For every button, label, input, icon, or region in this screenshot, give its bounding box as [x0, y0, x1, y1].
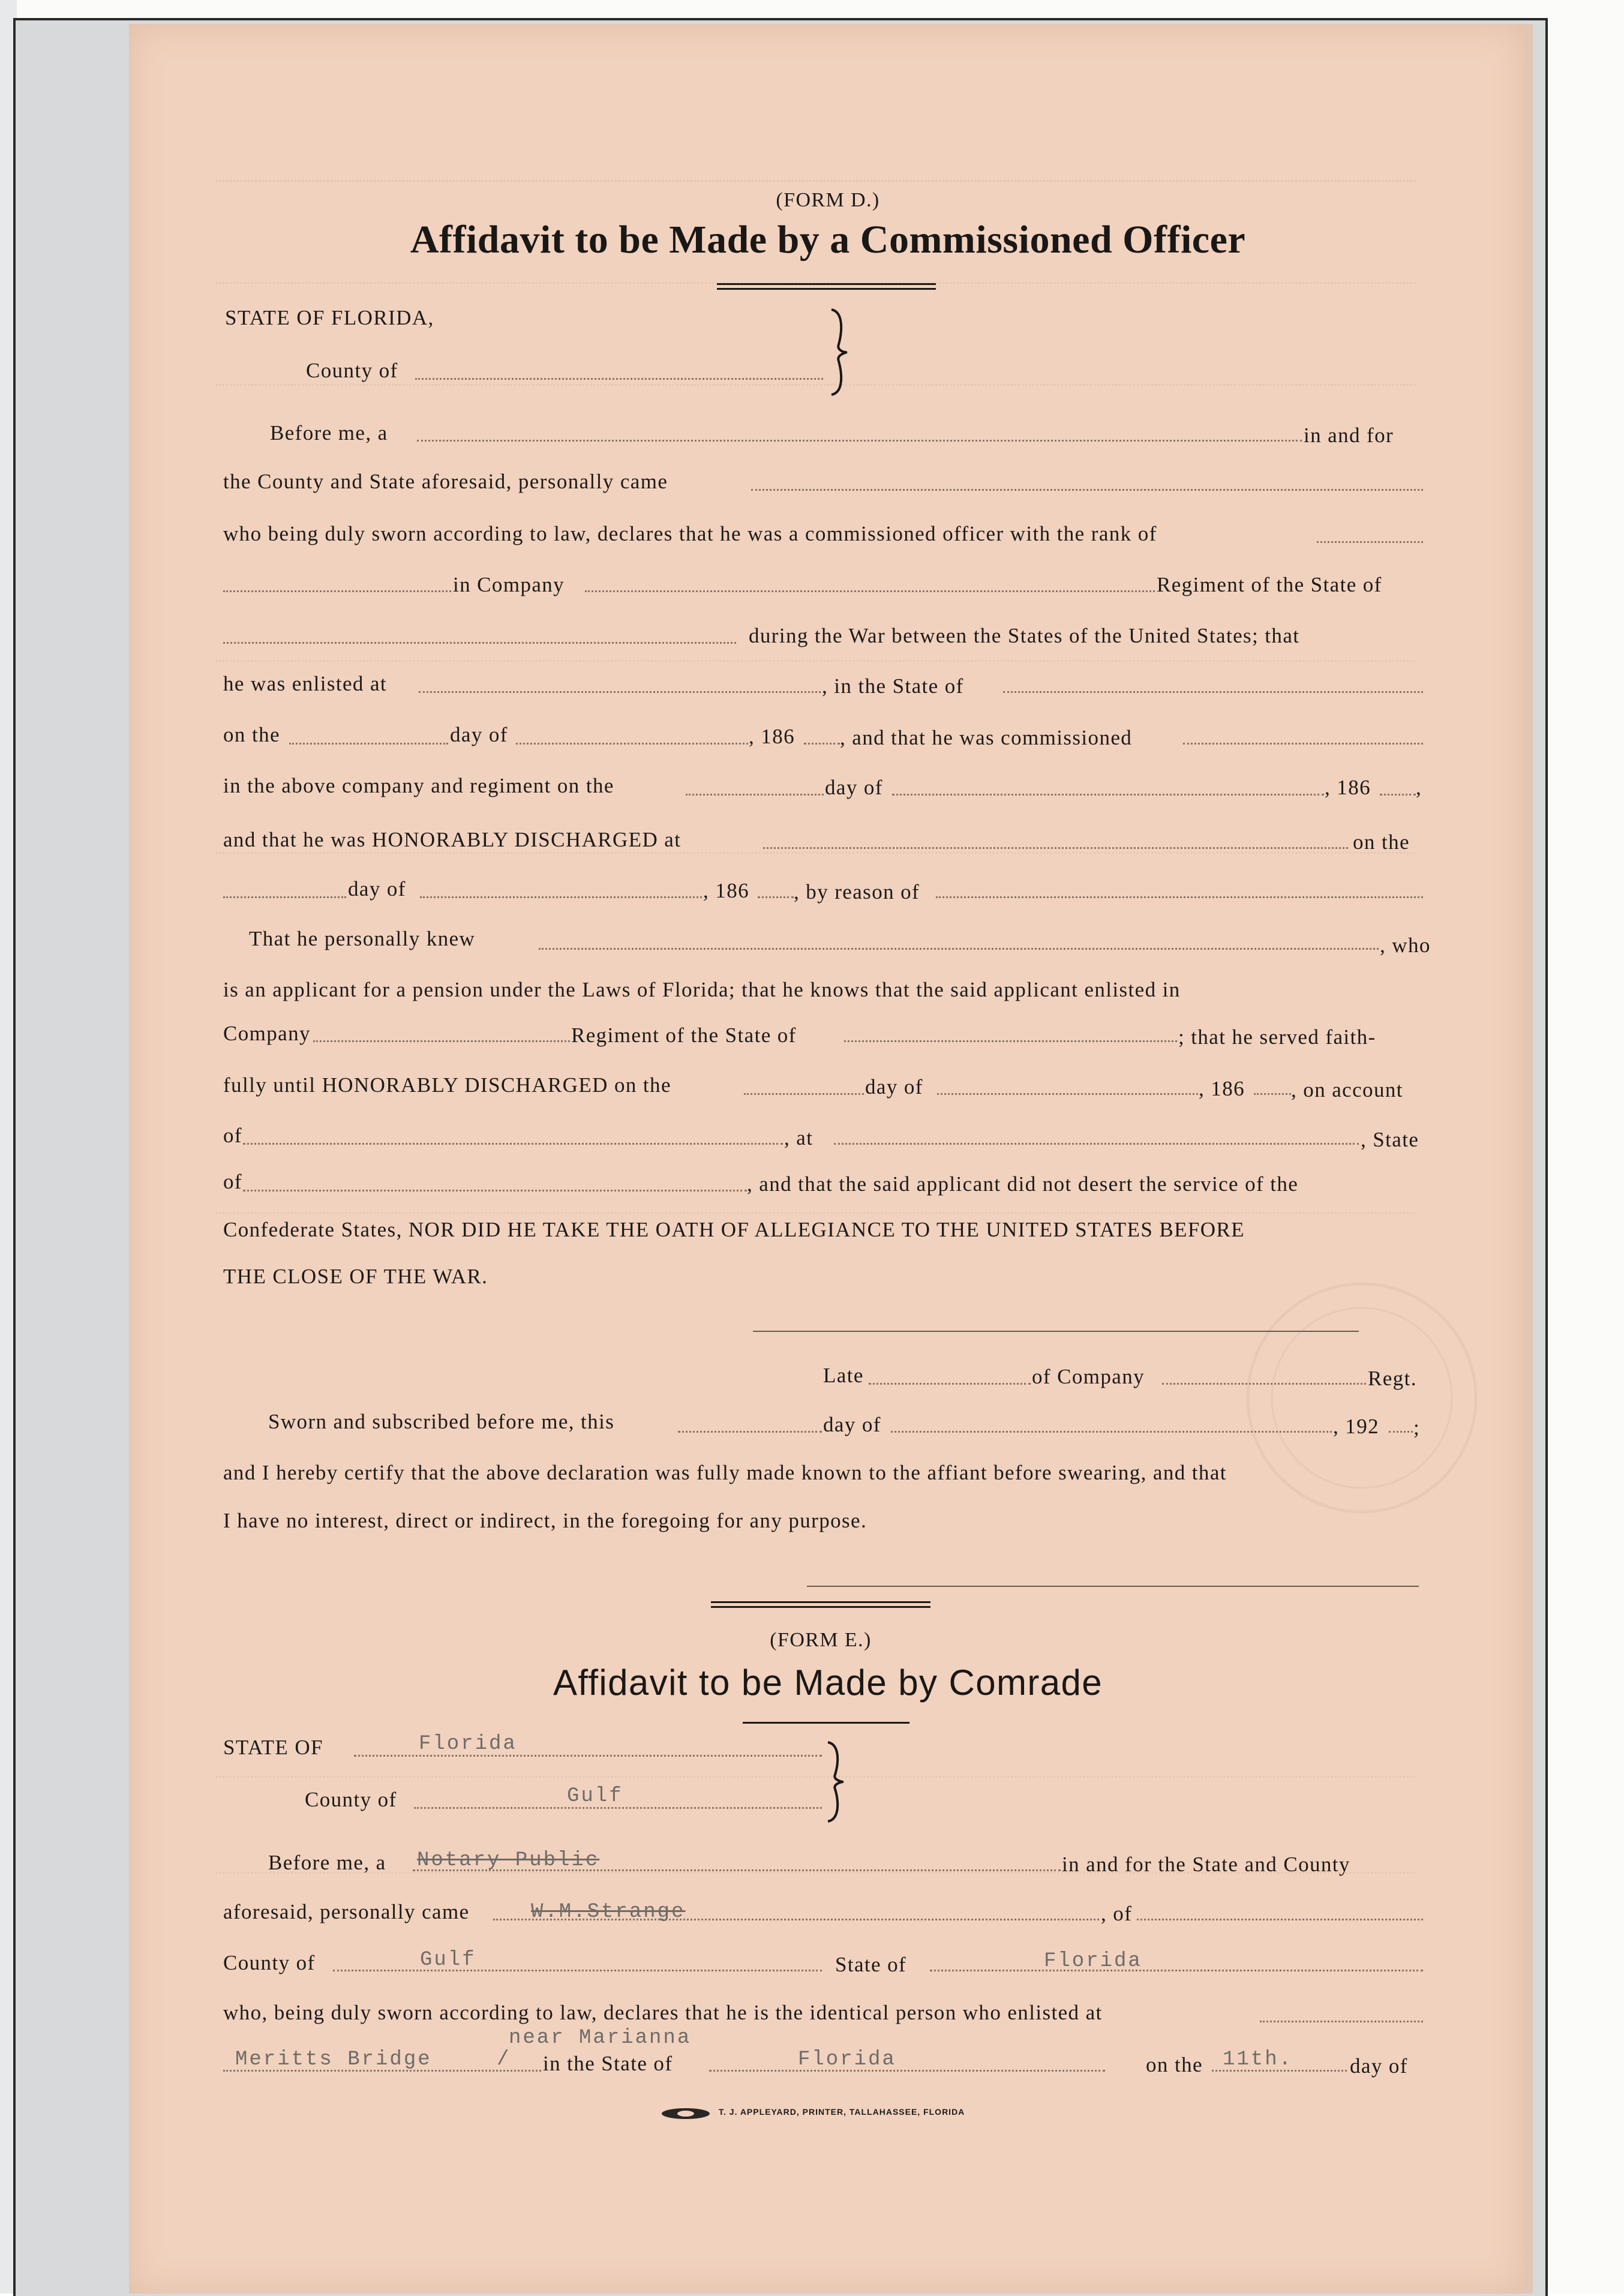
- year-blank: [1254, 1093, 1291, 1095]
- enlisted-state-blank: [1003, 691, 1423, 693]
- county-label: County of: [306, 359, 398, 382]
- state-of-label: STATE OF: [223, 1736, 323, 1759]
- place-blank: [834, 1143, 1359, 1145]
- regiment-state-label: Regiment of the State of: [1157, 573, 1382, 596]
- discharged-on-label: fully until HONORABLY DISCHARGED on the: [223, 1073, 671, 1097]
- section-double-rule: [711, 1601, 930, 1608]
- year-prefix: , 192: [1333, 1415, 1379, 1438]
- state-label: STATE OF FLORIDA,: [225, 306, 434, 329]
- applicant-line: is an applicant for a pension under the Laws of Florida; that he knows that the said applicant enlisted in: [223, 978, 1181, 1001]
- day-of-label: day of: [823, 1413, 881, 1436]
- bleed-through-line: [216, 660, 1416, 677]
- above-company-label: in the above company and regiment on the: [223, 774, 614, 797]
- day-of-label: day of: [450, 723, 508, 746]
- personally-came-label: aforesaid, personally came: [223, 1900, 470, 1923]
- commissioned-label: , and that he was commissioned: [840, 726, 1133, 749]
- close-of-war-line: THE CLOSE OF THE WAR.: [223, 1265, 488, 1288]
- by-reason-of-label: , by reason of: [794, 880, 920, 904]
- late-label: Late: [823, 1364, 864, 1387]
- month-blank: [892, 794, 1324, 796]
- year-blank: [1380, 794, 1416, 796]
- sworn-subscribed-label: Sworn and subscribed before me, this: [268, 1410, 615, 1433]
- month-blank: [420, 896, 702, 898]
- printer-imprint: T. J. APPLEYARD, PRINTER, TALLAHASSEE, FLORIDA: [719, 2107, 965, 2117]
- affiant-name-blank: [751, 489, 1423, 491]
- applicant-name-blank: [539, 948, 1379, 950]
- of-label: of: [223, 1170, 242, 1193]
- form-d-title: Affidavit to be Made by a Commissioned Officer: [410, 218, 1246, 262]
- title-double-rule: [717, 283, 936, 290]
- company-blank: [313, 1040, 570, 1042]
- at-label: , at: [784, 1126, 813, 1149]
- state-value: Florida: [419, 1733, 517, 1755]
- brace: [827, 307, 851, 397]
- notary-seal-impression: [1236, 1254, 1488, 1542]
- day-blank: [744, 1093, 864, 1095]
- signature-line: [753, 1331, 1359, 1332]
- identical-person-line: who, being duly sworn according to law, declares that he is the identical person who enlisted at: [223, 2001, 1103, 2024]
- on-the-label: on the: [1353, 830, 1410, 854]
- county-of-label: County of: [223, 1951, 316, 1974]
- rank-continuation-blank: [223, 590, 451, 592]
- county-value: Gulf: [567, 1785, 623, 1808]
- day-of-label: day of: [1350, 2054, 1408, 2078]
- year-prefix: , 186: [1325, 776, 1371, 799]
- late-rank-blank: [869, 1383, 1031, 1385]
- before-me-label: Before me, a: [268, 1851, 386, 1874]
- before-me-label: Before me, a: [270, 421, 388, 445]
- month-blank: [891, 1431, 1332, 1433]
- form-e-label: (FORM E.): [770, 1629, 872, 1651]
- in-company-label: in Company: [453, 573, 565, 596]
- certify-line-2: I have no interest, direct or indirect, in the foregoing for any purpose.: [223, 1509, 867, 1532]
- county-blank: [333, 1970, 822, 1971]
- of-label: , of: [1101, 1902, 1133, 1925]
- regiment-state-label: Regiment of the State of: [571, 1024, 797, 1047]
- year-prefix: , 186: [749, 725, 795, 748]
- day-of-label: day of: [348, 877, 406, 901]
- enlisted-place-blank: [1260, 2021, 1423, 2022]
- year-prefix: , 186: [703, 879, 749, 902]
- year-blank: [758, 896, 794, 898]
- who-label: , who: [1380, 934, 1431, 957]
- form-d-label: (FORM D.): [776, 189, 880, 211]
- state-value: Florida: [1044, 1950, 1142, 1973]
- day-value: 11th.: [1223, 2048, 1293, 2071]
- on-account-label: , on account: [1291, 1078, 1403, 1102]
- served-faithfully-label: ; that he served faith-: [1178, 1025, 1376, 1049]
- semicolon: ;: [1413, 1416, 1421, 1439]
- brace: [823, 1740, 847, 1824]
- state-blank: [243, 1190, 747, 1191]
- comma: ,: [1416, 776, 1422, 799]
- company-blank: [1162, 1383, 1366, 1385]
- state-of-label: State of: [835, 1953, 907, 1976]
- form-e-title: Affidavit to be Made by Comrade: [553, 1662, 1103, 1703]
- in-state-of-label: in the State of: [543, 2052, 673, 2075]
- title-rule: [743, 1722, 909, 1724]
- regiment-state-blank: [844, 1040, 1177, 1042]
- paper-edge: [1524, 24, 1533, 2294]
- month-blank: [937, 1093, 1198, 1095]
- personally-came-label: the County and State aforesaid, personally came: [223, 470, 668, 493]
- notary-value: Notary Public: [417, 1849, 600, 1872]
- in-state-of-label: , in the State of: [822, 674, 964, 698]
- state-blank: [709, 2070, 1105, 2072]
- company-label: Company: [223, 1022, 311, 1045]
- commissioned-blank: [1183, 743, 1423, 745]
- in-and-for-label: in and for the State and County: [1062, 1853, 1350, 1876]
- personally-knew-label: That he personally knew: [249, 927, 476, 950]
- enlisted-place-value: Meritts Bridge: [235, 2048, 432, 2071]
- place-note-value: near Marianna: [509, 2027, 692, 2049]
- bleed-through-line: [216, 852, 1416, 869]
- in-and-for-label: in and for: [1304, 424, 1394, 447]
- officer-title-blank: [417, 440, 1302, 442]
- notary-signature-line: [807, 1586, 1419, 1587]
- state-value: Florida: [798, 2048, 896, 2071]
- day-of-label: day of: [825, 776, 883, 799]
- bleed-through-line: [216, 384, 1416, 401]
- discharge-place-blank: [763, 847, 1348, 849]
- certify-line-1: and I hereby certify that the above declaration was fully made known to the affiant before swearing, and that: [223, 1461, 1227, 1484]
- did-not-desert-line: , and that the said applicant did not desert the service of the: [747, 1172, 1299, 1196]
- state-blank: [930, 1970, 1423, 1971]
- year-blank: [1389, 1431, 1413, 1433]
- enlisted-place-blank: [419, 691, 821, 693]
- on-the-label: on the: [1146, 2053, 1203, 2076]
- sworn-rank-line: who being duly sworn according to law, declares that he was a commissioned officer with the rank of: [223, 522, 1157, 545]
- reason-blank: [936, 896, 1423, 898]
- of-company-label: of Company: [1032, 1365, 1145, 1388]
- year-prefix: , 186: [1199, 1077, 1245, 1100]
- county-blank: [415, 378, 823, 380]
- day-blank: [686, 794, 824, 796]
- day-blank: [678, 1431, 822, 1433]
- day-of-label: day of: [865, 1075, 923, 1099]
- month-blank: [516, 743, 748, 745]
- confederate-states-line: Confederate States, NOR DID HE TAKE THE OATH OF ALLEGIANCE TO THE UNITED STATES BEFORE: [223, 1218, 1245, 1241]
- residence-blank: [1137, 1919, 1423, 1920]
- county-value: Gulf: [420, 1949, 476, 1971]
- state-label: , State: [1361, 1128, 1419, 1151]
- rank-blank: [1317, 541, 1423, 543]
- day-blank: [289, 743, 448, 745]
- day-blank: [223, 896, 346, 898]
- comrade-name-value: W.M.Strange: [531, 1901, 686, 1923]
- insertion-mark: /: [497, 2048, 511, 2071]
- county-of-label: County of: [305, 1788, 397, 1811]
- regt-label: Regt.: [1368, 1367, 1417, 1390]
- war-line: during the War between the States of the United States; that: [749, 624, 1300, 647]
- on-the-label: on the: [223, 723, 280, 746]
- discharged-at-label: and that he was HONORABLY DISCHARGED at: [223, 828, 682, 851]
- year-blank: [804, 743, 840, 745]
- enlisted-at-label: he was enlisted at: [223, 672, 388, 695]
- state-blank: [223, 642, 736, 644]
- account-reason-blank: [243, 1143, 783, 1145]
- of-label: of: [223, 1124, 242, 1147]
- printer-mark-icon: [659, 2106, 713, 2121]
- company-blank: [585, 590, 1155, 592]
